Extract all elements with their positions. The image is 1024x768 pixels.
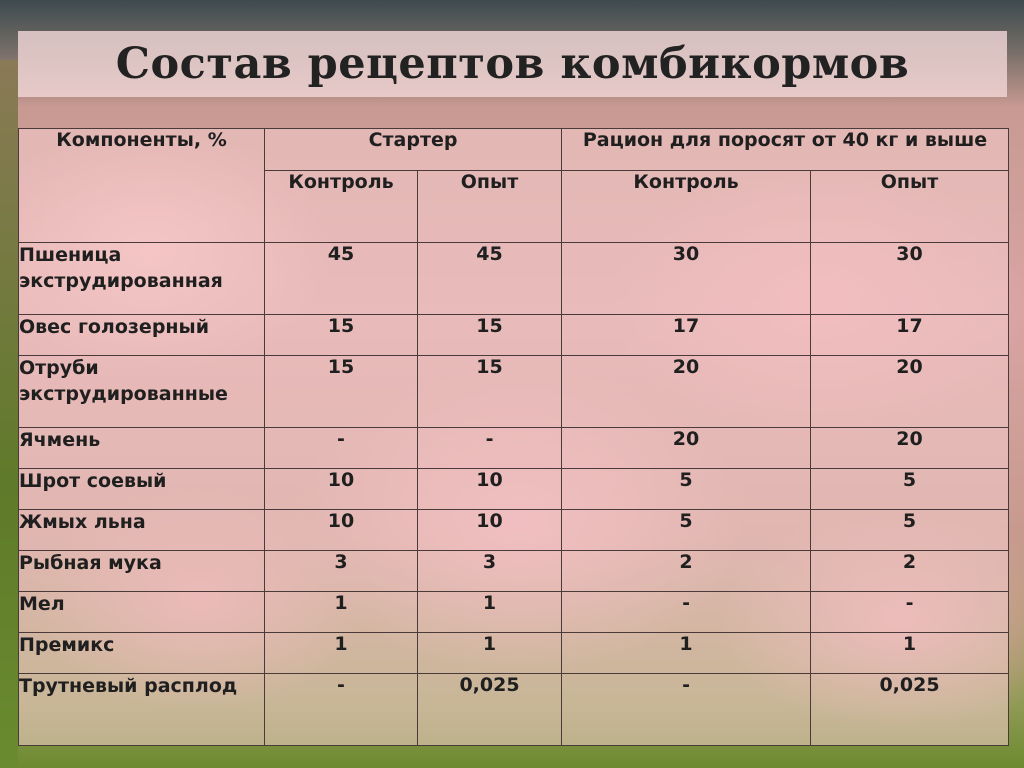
subheader-experiment: Опыт — [418, 171, 562, 243]
table-cell: 17 — [811, 315, 1009, 356]
table-cell: 1 — [418, 633, 562, 674]
recipe-table — [18, 128, 1009, 746]
table-cell: 1 — [265, 633, 418, 674]
table-cell: 15 — [418, 356, 562, 428]
components-header: Компоненты, % — [19, 129, 265, 243]
component-name: Овес голозерный — [19, 315, 265, 356]
table-cell: 15 — [265, 356, 418, 428]
table-header-row — [19, 129, 1009, 171]
table-cell: 0,025 — [811, 674, 1009, 746]
table-cell: 10 — [418, 469, 562, 510]
table-cell: 2 — [562, 551, 811, 592]
table-row — [19, 315, 1009, 356]
table-cell: 2 — [811, 551, 1009, 592]
table-cell: 5 — [562, 469, 811, 510]
component-name: Премикс — [19, 633, 265, 674]
table-cell: 1 — [811, 633, 1009, 674]
component-name: Шрот соевый — [19, 469, 265, 510]
table-cell: 1 — [418, 592, 562, 633]
table-cell: - — [265, 428, 418, 469]
table-cell: 15 — [418, 315, 562, 356]
subheader-control: Контроль — [265, 171, 418, 243]
table-cell: 17 — [562, 315, 811, 356]
table-cell: 20 — [811, 356, 1009, 428]
table-cell: 10 — [265, 469, 418, 510]
table-cell: 15 — [265, 315, 418, 356]
table-cell: 3 — [265, 551, 418, 592]
table-row — [19, 551, 1009, 592]
table-cell: 0,025 — [418, 674, 562, 746]
table-cell: - — [562, 592, 811, 633]
title-banner — [18, 31, 1007, 97]
table-cell: 1 — [562, 633, 811, 674]
table-cell: 5 — [562, 510, 811, 551]
table-cell: 45 — [265, 243, 418, 315]
component-name: Мел — [19, 592, 265, 633]
table-row — [19, 428, 1009, 469]
table-cell: 1 — [265, 592, 418, 633]
table-cell: - — [811, 592, 1009, 633]
subheader-control: Контроль — [562, 171, 811, 243]
component-name: Ячмень — [19, 428, 265, 469]
group-header-ration: Рацион для поросят от 40 кг и выше — [562, 129, 1009, 171]
table-row — [19, 510, 1009, 551]
table-cell: 20 — [811, 428, 1009, 469]
group-header-starter: Стартер — [265, 129, 562, 171]
table-row — [19, 633, 1009, 674]
background-photo — [0, 60, 18, 768]
table-cell: 3 — [418, 551, 562, 592]
component-name: Трутневый расплод — [19, 674, 265, 746]
component-name: Жмых льна — [19, 510, 265, 551]
page-title: Состав рецептов комбикормов — [115, 39, 910, 89]
table-cell: 30 — [562, 243, 811, 315]
table-row — [19, 243, 1009, 315]
table-cell: - — [265, 674, 418, 746]
table-cell: 10 — [418, 510, 562, 551]
table-row — [19, 356, 1009, 428]
subheader-experiment: Опыт — [811, 171, 1009, 243]
table-cell: 20 — [562, 428, 811, 469]
table-cell: 20 — [562, 356, 811, 428]
table-cell: - — [562, 674, 811, 746]
table-row — [19, 674, 1009, 746]
component-name: Рыбная мука — [19, 551, 265, 592]
component-name: Отруби экструдированные — [19, 356, 265, 428]
table-cell: 5 — [811, 510, 1009, 551]
component-name: Пшеница экструдированная — [19, 243, 265, 315]
table-cell: 10 — [265, 510, 418, 551]
table-row — [19, 592, 1009, 633]
table-row — [19, 469, 1009, 510]
table-cell: 5 — [811, 469, 1009, 510]
table-cell: 30 — [811, 243, 1009, 315]
table-cell: 45 — [418, 243, 562, 315]
table-cell: - — [418, 428, 562, 469]
